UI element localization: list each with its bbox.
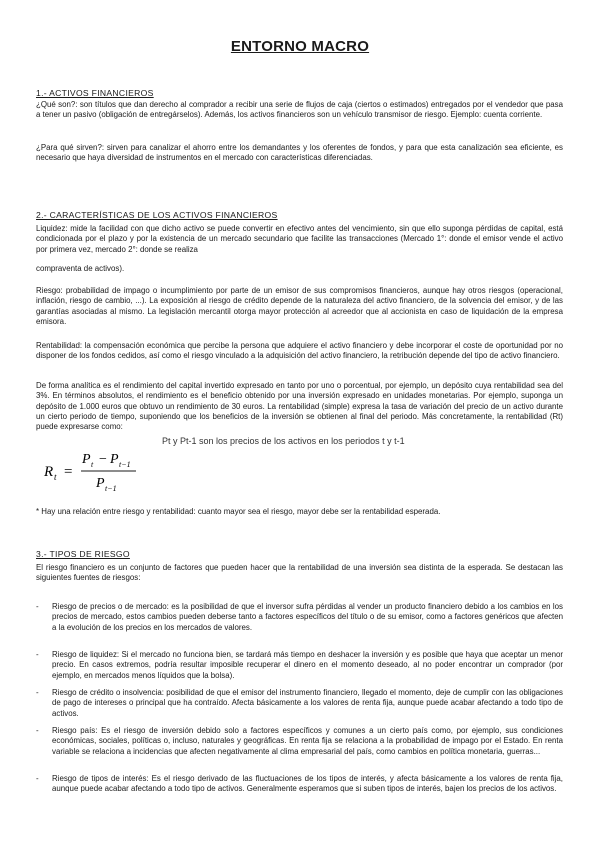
s1-paragraph-para-que: ¿Para qué sirven?: sirven para canalizar el ahorro entre los demandantes y los oferentes de fondos, y para que esta canalización sea eficiente, es necesario que haya diversidad de instrumentos en el mercado con características diferenciadas.: [36, 143, 563, 163]
risk-item-liquidez: Riesgo de liquidez: Si el mercado no funciona bien, se tardará más tiempo en deshacer la inversión y es posible que haya que aceptar un menor precio. En casos extremos, podría resultar imposible recuperar el dinero en el momento deseado, al no poder encontrar un comprador (por ejemplo, en mercados menos líquidos que la bolsa).: [52, 650, 563, 680]
s2-paragraph-liquidez: Liquidez: mide la facilidad con que dicho activo se puede convertir en efectivo antes del vencimiento, sin que ello suponga pérdidas de capital, está condicionada por el plazo y por la existencia de un mercado secundario que facilite las transacciones (Mercado 1°: donde el emisor vende el activo por primera vez, mercado 2°: donde se realiza: [36, 224, 563, 254]
risk-item-mercado: Riesgo de precios o de mercado: es la posibilidad de que el inversor sufra pérdidas al vender un producto financiero debido a los cambios en los precios de mercado, estos cambios pueden deberse tanto a factores específicos del título o de su emisor, como a factores genéricos que afecten a la evolución de los precios en los mercados de valores.: [52, 602, 563, 632]
section-3-heading: 3.- TIPOS DE RIESGO: [36, 549, 130, 559]
list-item: [36, 688, 563, 719]
list-item: [36, 650, 563, 681]
s3-intro: El riesgo financiero es un conjunto de factores que pueden hacer que la rentabilidad de una inversión sea distinta de la esperada. Se destacan las siguientes fuentes de riesgos:: [36, 563, 563, 583]
list-item: [36, 726, 563, 757]
page-title: ENTORNO MACRO: [230, 38, 370, 55]
s2-paragraph-liquidez-cont: compraventa de activos).: [36, 264, 125, 273]
formula-lhs-sub: t: [54, 472, 57, 482]
formula-equals: =: [64, 464, 73, 480]
formula-num-p: P: [82, 452, 91, 467]
section-1-heading: 1.- ACTIVOS FINANCIEROS: [36, 88, 154, 98]
risk-item-pais: Riesgo país: Es el riesgo de inversión debido solo a factores específicos y comunes a un cierto país como, por ejemplo, sus condiciones económicas, sociales, políticas o, incluso, naturales y geográficas. En renta fija se relaciona a la probabilidad de impago por el Estado. En renta variable se relaciona a incidencias que afecten negativamente al clima empresarial del país, como cambios en política monetaria, guerras...: [52, 726, 563, 756]
list-item: [36, 602, 563, 633]
s2-paragraph-analitica: De forma analítica es el rendimiento del capital invertido expresado en tanto por uno o porcentual, por ejemplo, un depósito cuya rentabilidad sea del 3%. En términos absolutos, el rendimiento es el beneficio obtenido por una inversión expresado en unidades monetarias. Por ejemplo, suponga un depósito de 1.000 euros que obtuvo un rendimiento de 30 euros. La rentabilidad (simple) expresa la tasa de variación del precio de un activo durante un cierto periodo de tiempo, suponiendo que los beneficios de la inversión se obtienen al final del periodo. Más concretamente, la rentabilidad (Rt) puede expresarse como:: [36, 381, 563, 432]
formula-lhs: R: [44, 464, 54, 480]
formula-den-p: P: [96, 476, 105, 491]
formula-den-p-sub: t−1: [105, 484, 117, 493]
risk-item-credito: Riesgo de crédito o insolvencia: posibilidad de que el emisor del instrumento financiero, llegado el momento, deje de cumplir con las obligaciones de pago de intereses o principal que ha contraído. Afecta básicamente a los valores de renta fija, aunque puede acabar afectando a todo tipo de activos.: [52, 688, 563, 718]
list-bullet: -: [36, 688, 39, 697]
list-bullet: -: [36, 650, 39, 659]
formula-note: Pt y Pt-1 son los precios de los activos en los periodos t y t-1: [162, 436, 405, 446]
section-2-heading: 2.- CARACTERÍSTICAS DE LOS ACTIVOS FINANCIEROS: [36, 210, 278, 220]
list-bullet: -: [36, 602, 39, 611]
s2-note-riesgo-rentabilidad: * Hay una relación entre riesgo y rentabilidad: cuanto mayor sea el riesgo, mayor debe ser la rentabilidad esperada.: [36, 507, 441, 516]
list-bullet: -: [36, 726, 39, 735]
s1-paragraph-que-son: ¿Qué son?: son títulos que dan derecho al comprador a recibir una serie de flujos de caja (ciertos o estimados) entregados por el vendedor que pasa a tener un pasivo (obligación de entregárselos). Además, los activos financieros son un vehículo transmisor de riesgo. Ejemplo: cuenta corriente.: [36, 100, 563, 120]
formula-minus: −: [99, 452, 107, 467]
formula-num-p2: P: [110, 452, 119, 467]
s2-paragraph-riesgo: Riesgo: probabilidad de impago o incumplimiento por parte de un emisor de sus compromisos financieros, aunque hay otros riesgos (operacional, inflación, riesgo de cambio, ...). La exposición al riesgo de crédito depende de la naturaleza del activo financiero, de la solvencia del emisor, y de las garantías asociadas al mismo. La legislación mercantil otorga mayor protección al acreedor que al accionista en caso de liquidación de la empresa emisora.: [36, 286, 563, 326]
rentabilidad-formula: [40, 435, 160, 495]
risk-item-tipos-interes: Riesgo de tipos de interés: Es el riesgo derivado de las fluctuaciones de los tipos de interés, y afecta básicamente a los valores de renta fija, aunque puede acabar afectando a todo tipo de activos. Generalmente esperamos que si suben tipos de interés, bajen los precios de los activos.: [52, 774, 563, 794]
formula-num-p2-sub: t−1: [119, 460, 131, 469]
list-bullet: -: [36, 774, 39, 783]
list-item: [36, 774, 563, 795]
formula-num-p-sub: t: [91, 460, 94, 469]
s2-paragraph-rentabilidad: Rentabilidad: la compensación económica que percibe la persona que adquiere el activo financiero y debe incorporar el coste de oportunidad por no disponer de los fondos cedidos, así como el riesgo vinculado a la adquisición del activo financiero, la retribución depende del tipo de activo financiero.: [36, 341, 563, 361]
